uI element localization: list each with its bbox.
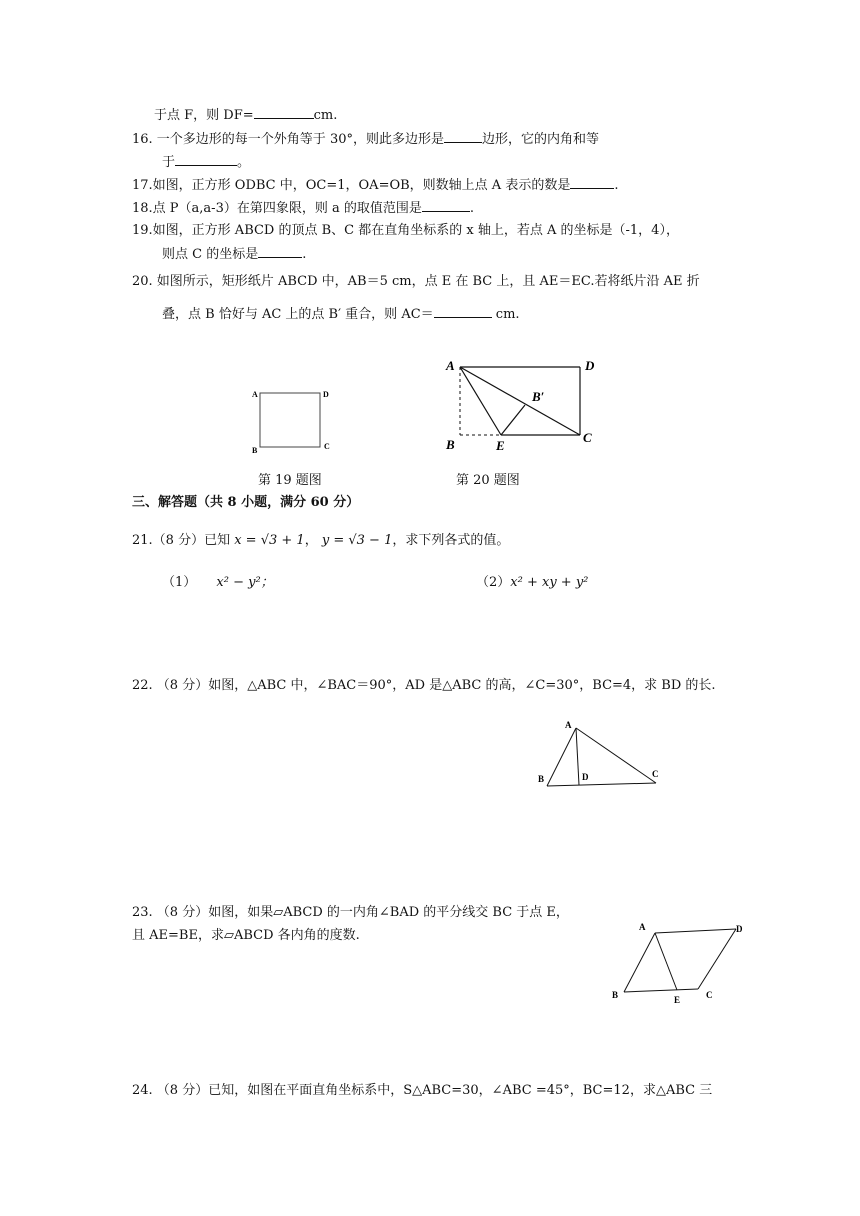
q16-text-3: 于 — [162, 155, 176, 170]
answer-blank — [444, 130, 482, 143]
label-b: B — [252, 446, 258, 455]
answer-blank — [258, 245, 302, 258]
side-dc — [698, 929, 736, 989]
square-abcd — [260, 393, 320, 447]
q20-text: 20. 如图所示，矩形纸片 ABCD 中，AB＝5 cm，点 E 在 BC 上，且 AE＝EC.若将纸片沿 AE 折 — [132, 274, 700, 289]
label-a: A — [446, 358, 455, 373]
label-c: C — [583, 430, 592, 445]
question-24: 24. （8 分）已知，如图在平面直角坐标系中，S△ABC=30，∠ABC =45°，BC=12，求△ABC 三 — [132, 1083, 713, 1098]
question-17 — [132, 176, 618, 195]
label-b-prime: B′ — [532, 389, 545, 404]
q16-text-2: 边形，它的内角和等 — [481, 132, 599, 147]
question-16 — [132, 130, 599, 149]
q18-end: . — [469, 201, 475, 216]
label-c: C — [706, 990, 713, 1000]
label-e: E — [496, 438, 505, 453]
q20-text-2: 叠，点 B 恰好与 AC 上的点 B′ 重合，则 AC＝ — [162, 307, 434, 322]
label-d: D — [585, 358, 595, 373]
label-b: B — [612, 990, 619, 1000]
answer-blank — [434, 305, 492, 318]
side-ad — [655, 929, 736, 933]
label-a: A — [565, 720, 572, 730]
answer-blank — [175, 153, 237, 166]
label-d: D — [736, 924, 743, 934]
bisector-ae — [655, 933, 677, 990]
q15-unit: cm. — [313, 108, 338, 123]
figure-22-triangle — [536, 716, 666, 796]
answer-blank — [422, 199, 470, 212]
q15-continuation — [154, 106, 337, 125]
label-c: C — [324, 442, 330, 451]
q15-text: 于点 F，则 DF= — [154, 108, 254, 123]
question-23-line2: 且 AE=BE，求▱ABCD 各内角的度数. — [132, 928, 360, 943]
caption-figure-19: 第 19 题图 — [258, 473, 322, 488]
label-a: A — [639, 922, 646, 932]
q16-text-4: 。 — [237, 155, 251, 170]
q19-text: 19.如图，正方形 ABCD 的顶点 B、C 都在直角坐标系的 x 轴上，若点 A 的坐标是（-1，4）， — [132, 223, 679, 238]
label-e: E — [674, 995, 681, 1005]
figure-23-parallelogram — [606, 916, 756, 1021]
q19-text-2: 则点 C 的坐标是 — [162, 247, 259, 262]
side-bc — [624, 989, 698, 992]
q17-end: . — [614, 178, 619, 193]
q21-text-2: ，求下列各式的值。 — [392, 533, 510, 548]
y-equation: y = √3 − 1 — [321, 533, 393, 548]
expression-2: x² + xy + y² — [510, 575, 589, 590]
diagonal-ac — [460, 367, 580, 435]
x-equation: x = √3 + 1 — [234, 533, 305, 548]
question-20 — [132, 273, 700, 291]
q18-text: 18.点 P（a,a-3）在第四象限，则 a 的取值范围是 — [132, 201, 422, 216]
answer-blank — [254, 106, 314, 119]
q21-part-1 — [162, 574, 274, 592]
label-b: B — [538, 774, 545, 784]
fold-ae — [460, 367, 501, 435]
question-20-line2 — [162, 305, 520, 324]
q21-text: 21.（8 分）已知 — [132, 533, 231, 548]
answer-blank — [570, 176, 614, 189]
label-c: C — [652, 769, 659, 779]
side-ab — [624, 933, 655, 992]
q17-text: 17.如图，正方形 ODBC 中，OC=1，OA=OB，则数轴上点 A 表示的数是 — [132, 178, 571, 193]
segment-eb-prime — [501, 405, 525, 435]
question-19 — [132, 222, 679, 240]
question-22: 22. （8 分）如图，△ABC 中，∠BAC＝90°，AD 是△ABC 的高，∠C=30°，BC=4，求 BD 的长. — [132, 678, 716, 693]
label-b: B — [446, 437, 455, 452]
part-2-label: （2） — [476, 575, 511, 590]
label-a: A — [252, 390, 258, 399]
label-d: D — [582, 772, 589, 782]
altitude-ad — [576, 728, 579, 785]
label-d: D — [323, 390, 329, 399]
question-19-line2 — [162, 245, 306, 264]
q16-text: 16. 一个多边形的每一个外角等于 30°，则此多边形是 — [132, 132, 444, 147]
question-16-line2 — [162, 153, 250, 172]
figure-20-rectangle — [440, 355, 610, 455]
question-21 — [132, 532, 509, 550]
caption-figure-20: 第 20 题图 — [456, 473, 520, 488]
q21-separator: ， — [304, 533, 318, 548]
part-1-label: （1） — [162, 575, 197, 590]
question-18 — [132, 199, 474, 218]
side-ab — [547, 728, 576, 786]
q21-part-2 — [476, 574, 588, 592]
figure-19-square — [248, 386, 338, 456]
question-23: 23. （8 分）如图，如果▱ABCD 的一内角∠BAD 的平分线交 BC 于点 E， — [132, 905, 569, 920]
side-bc — [547, 783, 656, 786]
q20-unit: cm. — [491, 307, 520, 322]
section-3-heading: 三、解答题（共 8 小题，满分 60 分） — [132, 495, 360, 510]
expression-1: x² − y²； — [216, 575, 274, 590]
q19-end: . — [302, 247, 307, 262]
